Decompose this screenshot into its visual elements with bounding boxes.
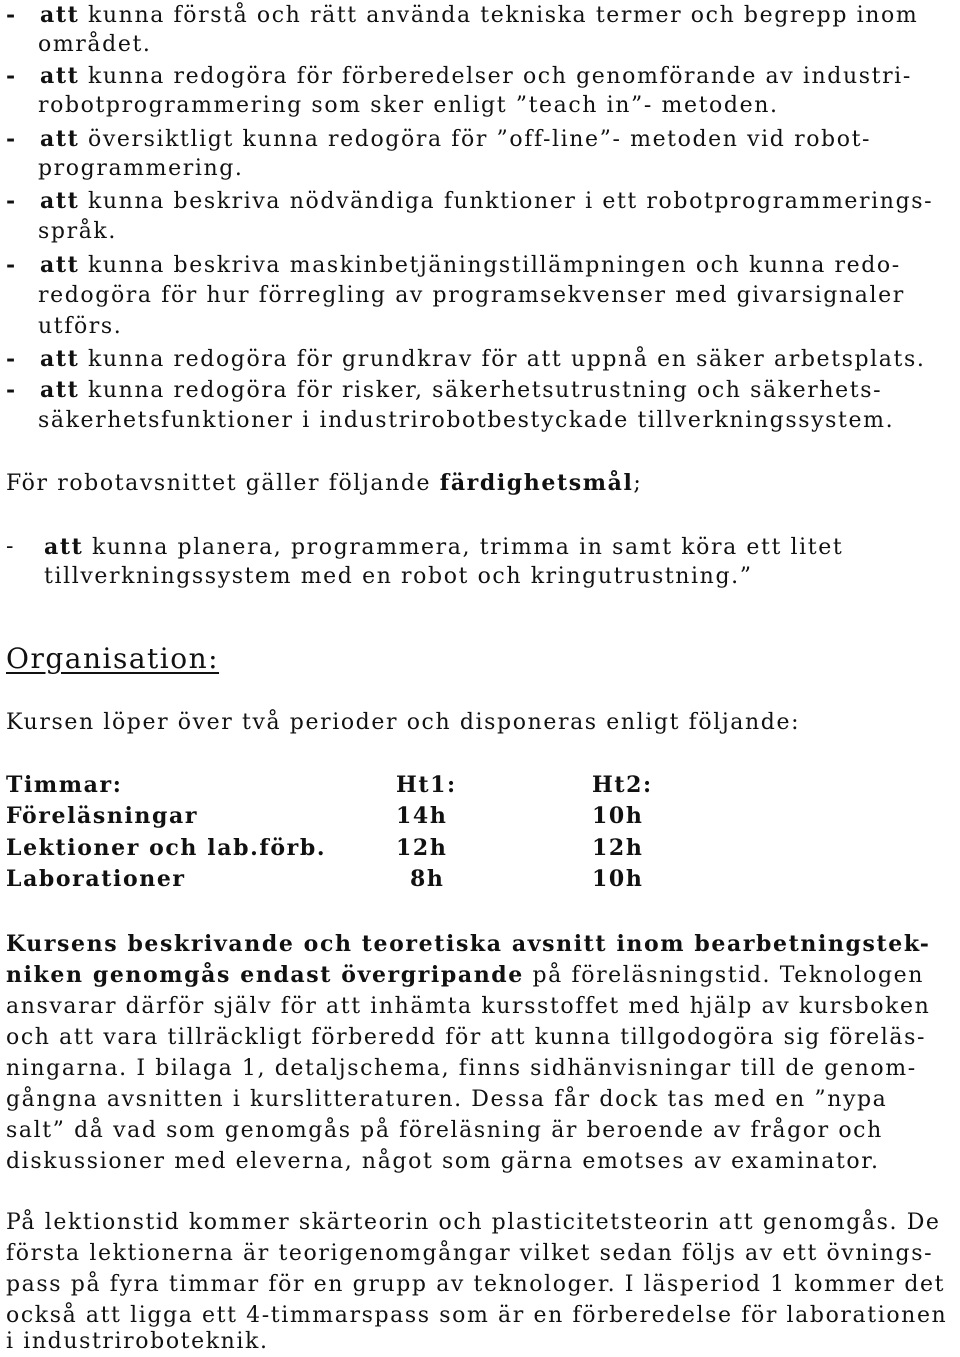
paragraph-1-line: diskussioner med eleverna, något som gärna emotses av examinator. <box>6 1149 880 1174</box>
objective-5-line-2: redogöra för hur förregling av programsekvenser med givarsignaler <box>38 283 905 308</box>
table-header-cell: Ht2: <box>592 772 653 798</box>
objective-lead: att <box>40 188 80 214</box>
bullet-dash: - <box>6 63 17 89</box>
objective-lead: att <box>40 252 80 278</box>
objective-5-line-1 <box>40 250 901 281</box>
bullet-dash: - <box>6 2 17 28</box>
objective-3-line-2: programmering. <box>38 156 244 181</box>
objective-lead: att <box>40 2 80 28</box>
bullet-dash: - <box>6 534 16 559</box>
objective-lead: att <box>40 346 80 372</box>
objective-lead: att <box>40 126 80 152</box>
objective-text: kunna beskriva nödvändiga funktioner i ett robotprogrammerings- <box>87 189 934 214</box>
skill-lead: att <box>44 534 84 560</box>
paragraph-1-line-2 <box>6 960 924 991</box>
table-cell: 12h <box>592 835 644 861</box>
bullet-dash: - <box>6 377 17 403</box>
table-row <box>6 803 706 833</box>
paragraph-2-line: På lektionstid kommer skärteorin och plasticitetsteorin att genomgås. De <box>6 1210 941 1235</box>
objective-3-line-1 <box>40 124 871 155</box>
table-cell: Föreläsningar <box>6 803 199 829</box>
bullet-dash: - <box>6 188 17 214</box>
table-cell: 12h <box>396 835 448 861</box>
objective-text: kunna beskriva maskinbetjäningstillämpningen och kunna redo- <box>87 253 901 278</box>
skill-text: kunna planera, programmera, trimma in samt köra ett litet <box>91 535 844 560</box>
objective-text: kunna redogöra för risker, säkerhetsutrustning och säkerhets- <box>87 378 883 403</box>
bullet-dash: - <box>6 346 17 372</box>
table-cell: 10h <box>592 866 644 892</box>
objective-1-line-1 <box>40 0 918 31</box>
table-cell: 10h <box>592 803 644 829</box>
table-cell: 14h <box>396 803 448 829</box>
objective-text: kunna förstå och rätt använda tekniska termer och begrepp inom <box>87 3 919 28</box>
paragraph-1-bold-line-1: Kursens beskrivande och teoretiska avsnitt inom bearbetningstek- <box>6 931 931 957</box>
bullet-dash: - <box>6 252 17 278</box>
section-heading-organisation: Organisation: <box>6 642 220 675</box>
skill-line-1 <box>44 532 843 563</box>
paragraph-2-line: i industriroboteknik. <box>6 1329 269 1354</box>
organisation-intro: Kursen löper över två perioder och disponeras enligt följande: <box>6 710 801 735</box>
objective-4-line-1 <box>40 186 933 217</box>
objective-5-line-3: utförs. <box>38 314 123 339</box>
objective-2-line-2: robotprogrammering som sker enligt ”teach in”- metoden. <box>38 93 779 118</box>
objective-lead: att <box>40 63 80 89</box>
paragraph-1-line: salt” då vad som genomgås på föreläsning är beroende av frågor och <box>6 1118 883 1143</box>
skills-intro <box>6 468 642 499</box>
paragraph-1-line: ansvarar därför själv för att inhämta kursstoffet med hjälp av kursboken <box>6 994 931 1019</box>
table-row <box>6 835 706 865</box>
paragraph-1-line: gångna avsnitten i kurslitteraturen. Dessa får dock tas med en ”nypa <box>6 1087 888 1112</box>
objective-4-line-2: språk. <box>38 219 117 244</box>
skills-intro-bold: färdighetsmål <box>439 470 634 496</box>
table-header-row <box>6 772 706 802</box>
paragraph-1-text: på föreläsningstid. Teknologen <box>523 963 925 988</box>
objective-7-line-1 <box>40 375 882 406</box>
objective-text: kunna redogöra för grundkrav för att uppnå en säker arbetsplats. <box>87 347 926 372</box>
skills-intro-end: ; <box>633 471 643 496</box>
objective-1-line-2: området. <box>38 32 152 57</box>
table-cell: Lektioner och lab.förb. <box>6 835 327 861</box>
table-cell: 8h <box>410 866 445 892</box>
paragraph-2-line: också att ligga ett 4-timmarspass som är en förberedelse för laborationen <box>6 1303 948 1328</box>
paragraph-1-line: och att vara tillräckligt förberedd för att kunna tillgodogöra sig föreläs- <box>6 1025 927 1050</box>
objective-6-line-1 <box>40 344 925 375</box>
paragraph-1-line: ningarna. I bilaga 1, detaljschema, finns sidhänvisningar till de genom- <box>6 1056 917 1081</box>
table-header-cell: Ht1: <box>396 772 457 798</box>
table-header-cell: Timmar: <box>6 772 123 798</box>
skills-intro-text: För robotavsnittet gäller följande <box>6 471 440 496</box>
table-row <box>6 866 706 896</box>
objective-7-line-2: säkerhetsfunktioner i industrirobotbestyckade tillverkningssystem. <box>38 408 895 433</box>
objective-text: översiktligt kunna redogöra för ”off-line”- metoden vid robot- <box>87 127 872 152</box>
paragraph-2-line: pass på fyra timmar för en grupp av teknologer. I läsperiod 1 kommer det <box>6 1272 946 1297</box>
objective-lead: att <box>40 377 80 403</box>
paragraph-2-line: första lektionerna är teorigenomgångar vilket sedan följs av ett övnings- <box>6 1241 934 1266</box>
bullet-dash: - <box>6 126 17 152</box>
table-cell: Laborationer <box>6 866 186 892</box>
skill-line-2: tillverkningssystem med en robot och kringutrustning.” <box>44 564 753 589</box>
paragraph-1-bold-text: niken genomgås endast övergripande <box>6 962 524 988</box>
objective-text: kunna redogöra för förberedelser och genomförande av industri- <box>87 64 912 89</box>
objective-2-line-1 <box>40 61 912 92</box>
